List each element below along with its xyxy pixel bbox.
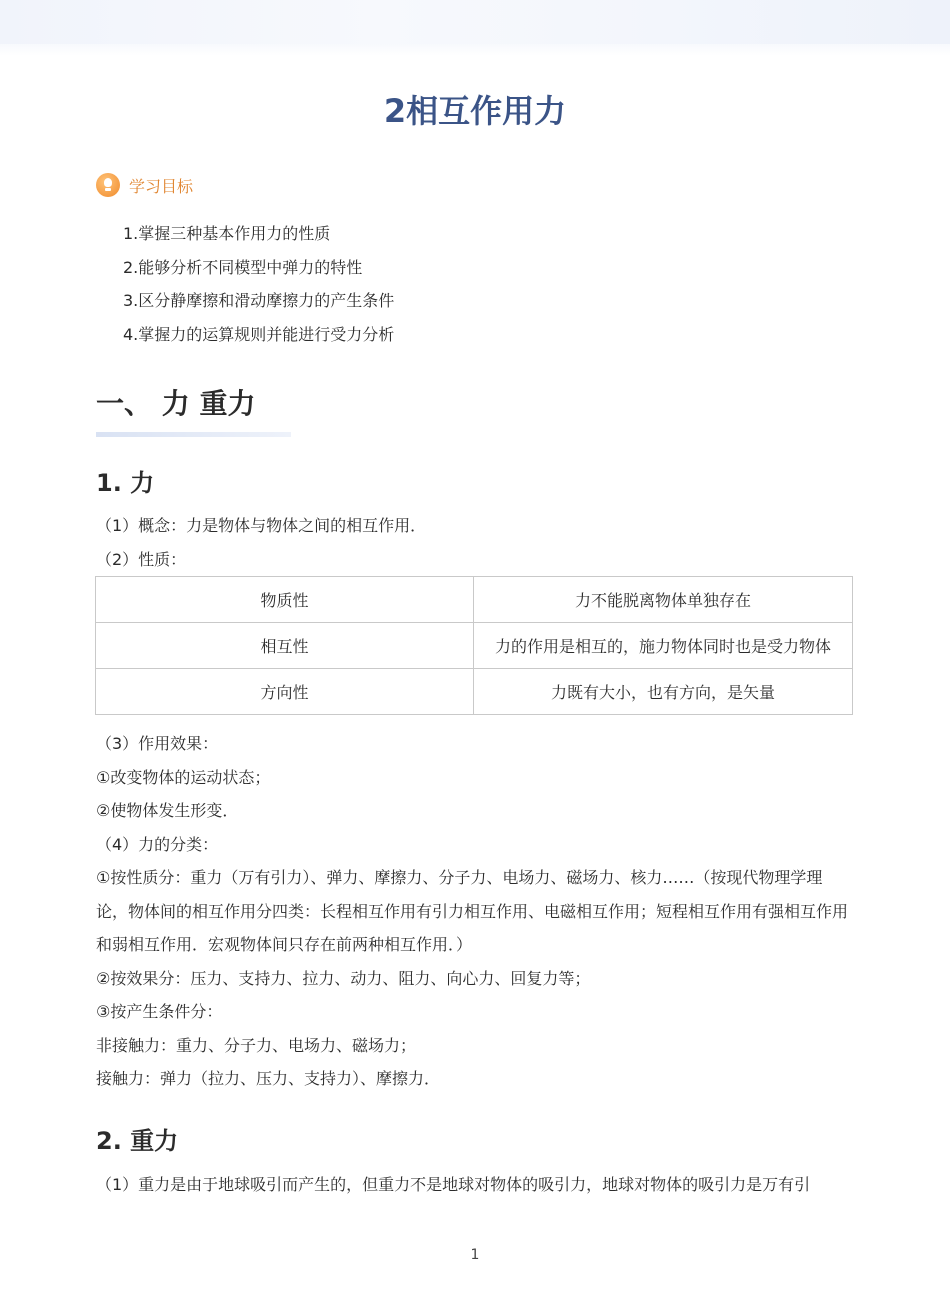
contact-forces: 接触力：弹力（拉力、压力、支持力）、摩擦力．	[96, 1069, 441, 1088]
gravity-paragraph: （1）重力是由于地球吸引而产生的，但重力不是地球对物体的吸引力，地球对物体的吸引力是万有引	[96, 1175, 811, 1194]
effect-label: （3）作用效果：	[96, 734, 219, 753]
table-cell-property: 方向性	[96, 669, 474, 715]
lightbulb-icon	[96, 173, 120, 197]
page-number: 1	[470, 1247, 480, 1263]
concept-paragraph: （1）概念：力是物体与物体之间的相互作用．	[96, 516, 427, 535]
goal-item: 4.掌握力的运算规则并能进行受力分析	[123, 324, 395, 344]
table-row	[96, 669, 853, 715]
effect-item: ①改变物体的运动状态；	[96, 768, 271, 787]
goal-item: 1.掌握三种基本作用力的性质	[123, 224, 331, 243]
table-row	[96, 623, 853, 669]
table-cell-description: 力既有大小，也有方向，是矢量	[474, 669, 853, 715]
table-cell-property: 相互性	[96, 623, 474, 669]
goal-item: 2.能够分析不同模型中弹力的特性	[123, 257, 363, 277]
table-cell-description: 力的作用是相互的，施力物体同时也是受力物体	[474, 623, 853, 669]
page-title: 2相互作用力	[383, 92, 567, 130]
section-heading-underline	[96, 432, 291, 437]
section-heading: 一、 力 重力	[96, 387, 256, 420]
nature-label: （2）性质：	[96, 550, 187, 569]
goal-item: 3.区分静摩擦和滑动摩擦力的产生条件	[123, 291, 395, 310]
table-cell-property: 物质性	[96, 577, 474, 623]
classification-by-nature: ①按性质分：重力（万有引力）、弹力、摩擦力、分子力、电场力、磁场力、核力……（按现代物理学理论，物体间的相互作用分四类：长程相互作用有引力相互作用、电磁相互作用；短程相互作用有强相互作用和弱相互作用．宏观物体间只存在前两种相互作用．）	[96, 868, 849, 954]
learning-goals-header	[96, 172, 193, 198]
subsection-heading-gravity: 2. 重力	[96, 1127, 179, 1155]
classification-label: （4）力的分类：	[96, 835, 219, 854]
properties-table	[95, 576, 853, 715]
effect-item: ②使物体发生形变．	[96, 801, 239, 820]
table-row	[96, 577, 853, 623]
learning-goals-list	[123, 217, 394, 351]
classification-by-effect: ②按效果分：压力、支持力、拉力、动力、阻力、向心力、回复力等；	[96, 969, 591, 988]
subsection-heading-force: 1. 力	[96, 469, 155, 497]
header-band	[0, 0, 950, 44]
table-cell-description: 力不能脱离物体单独存在	[474, 577, 853, 623]
learning-goals-label: 学习目标	[129, 176, 194, 196]
classification-by-condition: ③按产生条件分：	[96, 1002, 223, 1021]
non-contact-forces: 非接触力：重力、分子力、电场力、磁场力；	[96, 1036, 417, 1055]
